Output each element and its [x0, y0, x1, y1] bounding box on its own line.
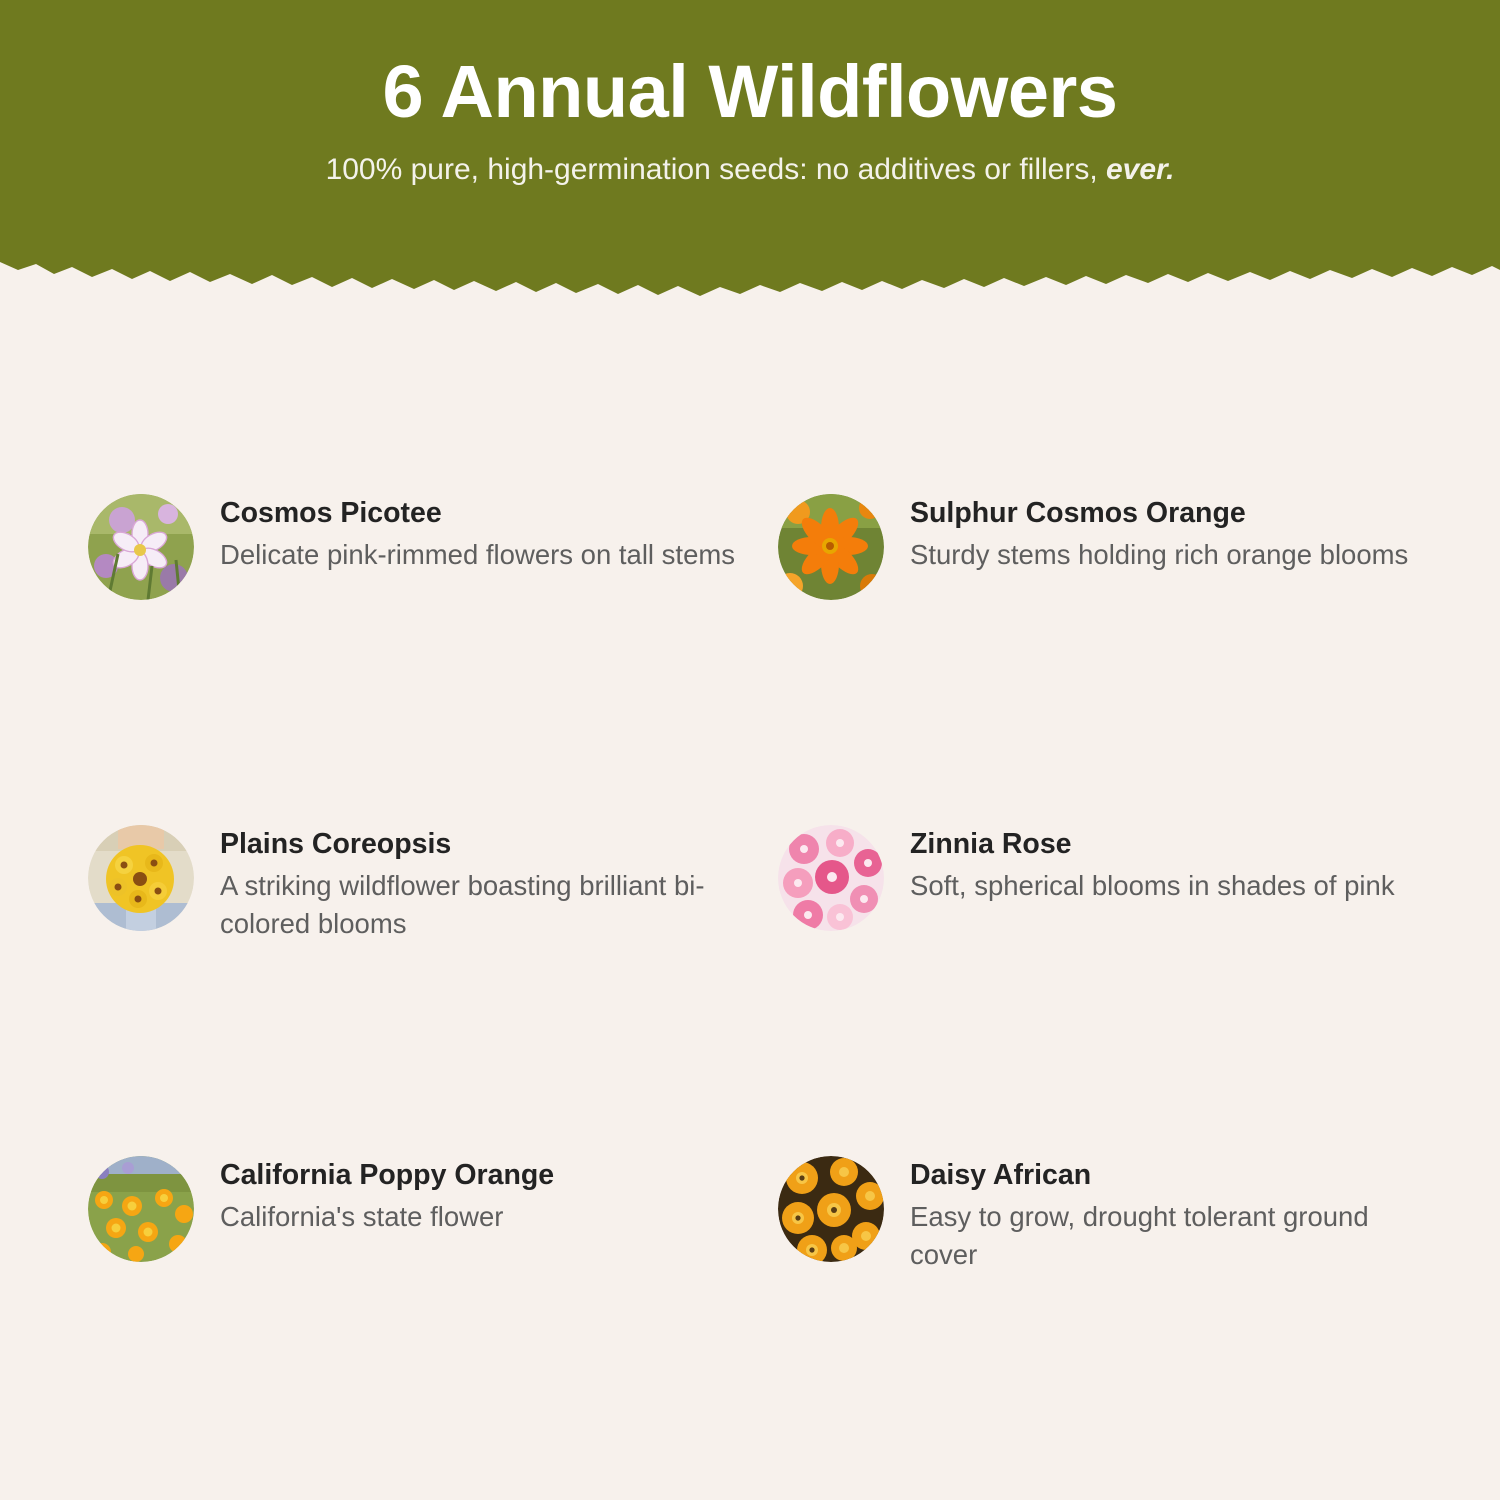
flower-description: Soft, spherical blooms in shades of pink — [910, 870, 1395, 902]
flower-description: California's state flower — [220, 1201, 504, 1233]
list-item — [88, 490, 778, 821]
item-text-block — [220, 821, 778, 943]
item-text-block — [910, 1152, 1430, 1274]
torn-paper-edge-decoration — [0, 258, 1500, 300]
header-content — [0, 0, 1500, 187]
cosmos-picotee-photo — [88, 494, 194, 600]
item-text-block — [910, 490, 1408, 574]
page-subtitle — [0, 153, 1500, 187]
daisy-african-photo — [778, 1156, 884, 1262]
flower-name: Cosmos Picotee — [220, 497, 442, 529]
list-item — [778, 490, 1468, 821]
list-item — [778, 821, 1468, 1152]
item-text-block — [910, 821, 1395, 905]
header-banner — [0, 0, 1500, 300]
flower-name: Sulphur Cosmos Orange — [910, 497, 1246, 529]
flower-description: Sturdy stems holding rich orange blooms — [910, 539, 1409, 571]
list-item — [88, 821, 778, 1152]
page-title: 6 Annual Wildflowers — [382, 50, 1118, 133]
flower-name: Zinnia Rose — [910, 828, 1072, 860]
subtitle-main-text: 100% pure, high-germination seeds: no additives or fillers, — [325, 153, 1106, 187]
flower-description: Delicate pink-rimmed flowers on tall stems — [220, 539, 736, 571]
zinnia-rose-photo — [778, 825, 884, 931]
flower-name: Plains Coreopsis — [220, 828, 452, 860]
plains-coreopsis-photo — [88, 825, 194, 931]
item-text-block — [220, 1152, 554, 1236]
california-poppy-orange-photo — [88, 1156, 194, 1262]
list-item — [88, 1152, 778, 1483]
flower-name: Daisy African — [910, 1159, 1092, 1191]
flower-list-grid — [0, 490, 1500, 1483]
flower-name: California Poppy Orange — [220, 1159, 555, 1191]
item-text-block — [220, 490, 735, 574]
flower-description: Easy to grow, drought tolerant ground cover — [910, 1201, 1369, 1271]
sulphur-cosmos-orange-photo — [778, 494, 884, 600]
list-item — [778, 1152, 1468, 1483]
subtitle-emphasis-text: ever. — [1106, 153, 1175, 187]
flower-description: A striking wildflower boasting brilliant bi-colored blooms — [220, 870, 705, 940]
